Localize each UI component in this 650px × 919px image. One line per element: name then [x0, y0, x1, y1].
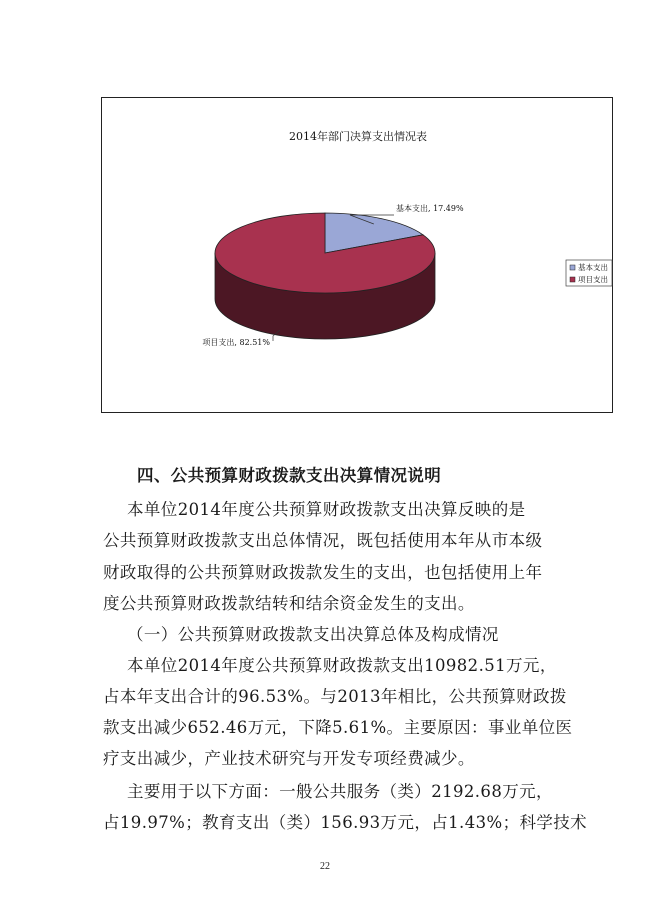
- paragraph-line: 疗支出减少，产业技术研究与开发专项经费减少。: [103, 749, 475, 768]
- paragraph-line: 占19.97%；教育支出（类）156.93万元，占1.43%；科学技术: [103, 813, 588, 832]
- legend-swatch: [570, 265, 575, 270]
- paragraph-line: 款支出减少652.46万元，下降5.61%。主要原因：事业单位医: [103, 718, 573, 737]
- paragraph-line: 本单位2014年度公共预算财政拨款支出决算反映的是: [127, 500, 526, 519]
- paragraph-line: 本单位2014年度公共预算财政拨款支出10982.51万元，: [127, 656, 557, 675]
- pie-chart: [102, 98, 614, 414]
- section-heading: 四、公共预算财政拨款支出决算情况说明: [137, 466, 442, 485]
- legend-label: 基本支出: [578, 263, 608, 272]
- paragraph-line: 财政取得的公共预算财政拨款发生的支出，也包括使用上年: [103, 563, 543, 582]
- paragraph-line: 主要用于以下方面：一般公共服务（类）2192.68万元，: [127, 782, 553, 801]
- legend-label: 项目支出: [578, 275, 608, 284]
- page-number: 22: [320, 861, 330, 872]
- chart-legend: [566, 260, 612, 286]
- chart-title: 2014年部门决算支出情况表: [289, 130, 427, 143]
- paragraph-line: 度公共预算财政拨款结转和结余资金发生的支出。: [103, 594, 475, 613]
- data-label: 项目支出, 82.51%: [202, 338, 270, 347]
- subsection-heading: （一）公共预算财政拨款支出决算总体及构成情况: [127, 625, 499, 644]
- data-label: 基本支出, 17.49%: [396, 204, 464, 213]
- paragraph-line: 占本年支出合计的96.53%。与2013年相比，公共预算财政拨: [103, 687, 567, 706]
- legend-swatch: [570, 277, 575, 282]
- paragraph-line: 公共预算财政拨款支出总体情况，既包括使用本年从市本级: [103, 531, 543, 550]
- chart-container: [101, 97, 613, 413]
